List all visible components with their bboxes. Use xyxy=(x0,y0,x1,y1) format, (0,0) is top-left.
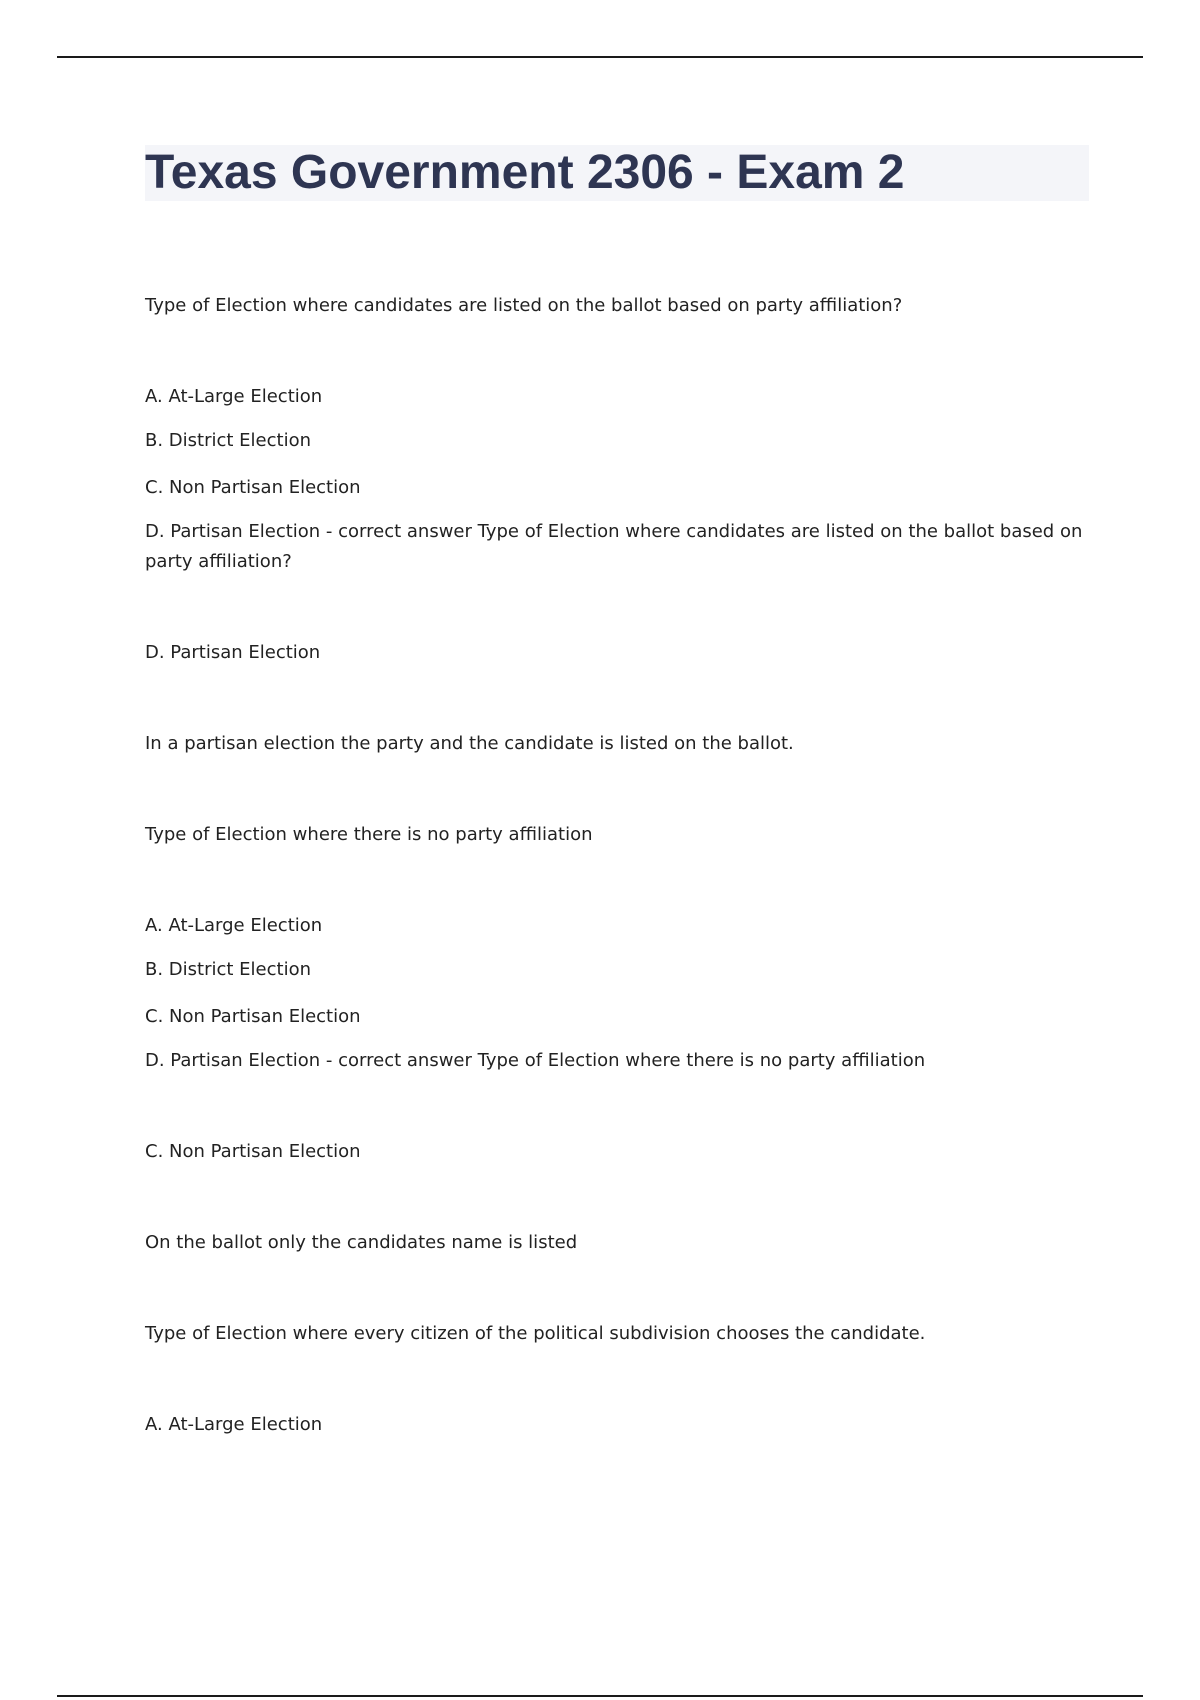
top-rule xyxy=(57,56,1143,58)
question-1: Type of Election where candidates are listed on the ballot based on party affiliation? xyxy=(145,295,903,316)
q1-option-a: A. At-Large Election xyxy=(145,386,323,407)
question-2: Type of Election where there is no party affiliation xyxy=(145,824,593,845)
q2-option-c: C. Non Partisan Election xyxy=(145,1006,361,1027)
q1-correct-answer: D. Partisan Election xyxy=(145,642,321,663)
q1-option-d-answer: D. Partisan Election - correct answer Type of Election where candidates are listed on the ballot based on party affiliation? xyxy=(145,521,1083,572)
q2-option-b: B. District Election xyxy=(145,959,311,980)
q1-option-b: B. District Election xyxy=(145,430,311,451)
q2-correct-answer: C. Non Partisan Election xyxy=(145,1141,361,1162)
q1-explanation: In a partisan election the party and the candidate is listed on the ballot. xyxy=(145,733,794,754)
q2-option-a: A. At-Large Election xyxy=(145,915,323,936)
q1-option-c: C. Non Partisan Election xyxy=(145,477,361,498)
document-title: Texas Government 2306 - Exam 2 xyxy=(145,146,905,199)
q3-option-a: A. At-Large Election xyxy=(145,1414,323,1435)
bottom-rule xyxy=(57,1695,1143,1697)
question-3: Type of Election where every citizen of the political subdivision chooses the candidate. xyxy=(145,1323,926,1344)
q2-explanation: On the ballot only the candidates name is listed xyxy=(145,1232,578,1253)
q2-option-d-answer: D. Partisan Election - correct answer Type of Election where there is no party affiliation xyxy=(145,1050,926,1071)
